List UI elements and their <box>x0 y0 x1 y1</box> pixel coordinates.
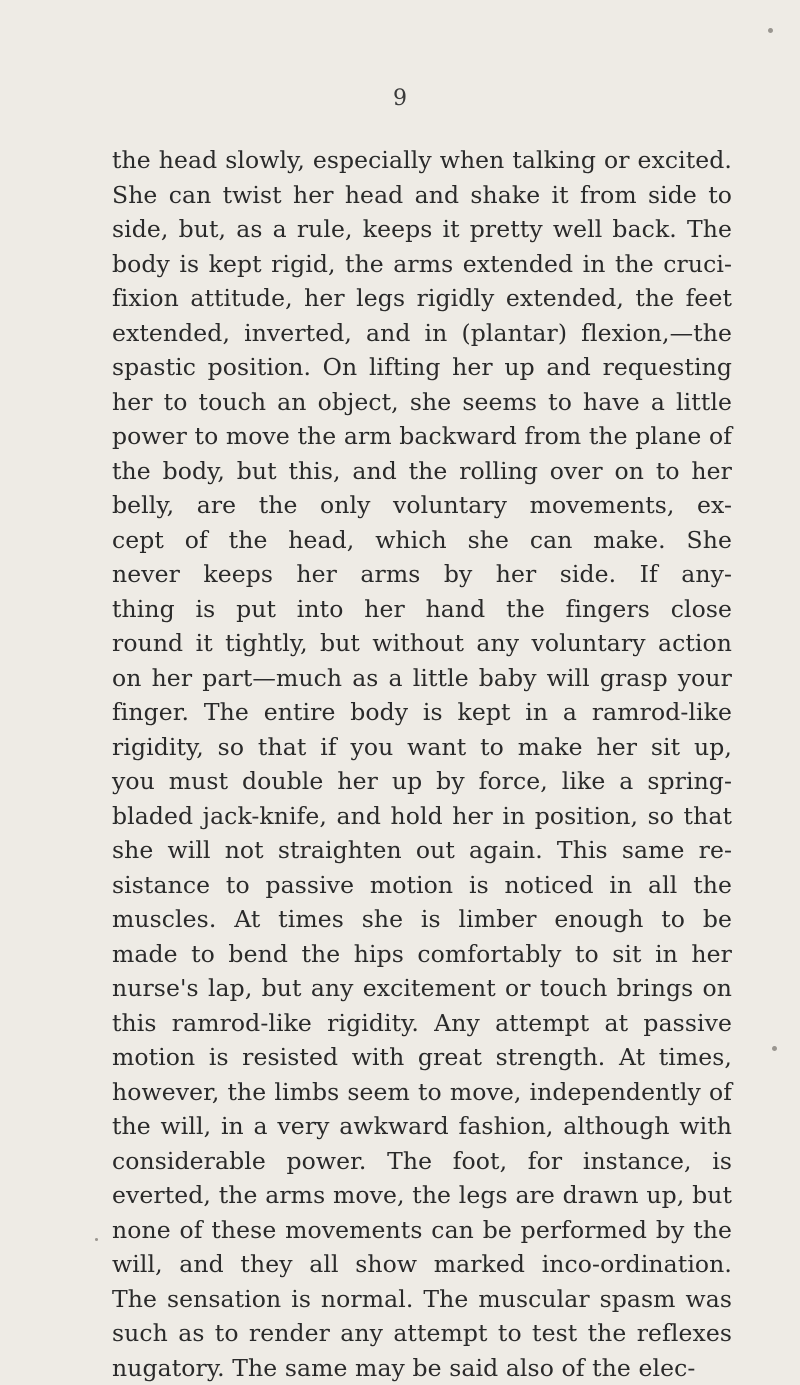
text-line: none of these movements can be performed by the <box>112 1213 732 1248</box>
text-line: round it tightly, but without any voluntary action <box>112 626 732 661</box>
text-line: considerable power. The foot, for instance, is <box>112 1144 732 1179</box>
text-line: this ramrod-like rigidity. Any attempt at passive <box>112 1006 732 1041</box>
text-line: motion is resisted with great strength. At times, <box>112 1040 732 1075</box>
text-line: she will not straighten out again. This same re- <box>112 833 732 868</box>
text-line: nugatory. The same may be said also of the elec- <box>112 1351 732 1385</box>
text-line: never keeps her arms by her side. If any- <box>112 557 732 592</box>
text-line: the body, but this, and the rolling over on to her <box>112 454 732 489</box>
page-number: 9 <box>0 86 800 111</box>
text-line: everted, the arms move, the legs are drawn up, but <box>112 1178 732 1213</box>
text-line: power to move the arm backward from the plane of <box>112 419 732 454</box>
text-line: cept of the head, which she can make. She <box>112 523 732 558</box>
text-line: sistance to passive motion is noticed in all the <box>112 868 732 903</box>
text-line: side, but, as a rule, keeps it pretty well back. The <box>112 212 732 247</box>
text-line: will, and they all show marked inco-ordination. <box>112 1247 732 1282</box>
print-speck <box>768 28 773 33</box>
text-line: extended, inverted, and in (plantar) flexion,—the <box>112 316 732 351</box>
text-line: nurse's lap, but any excitement or touch brings on <box>112 971 732 1006</box>
text-line: such as to render any attempt to test the reflexes <box>112 1316 732 1351</box>
text-line: spastic position. On lifting her up and requesting <box>112 350 732 385</box>
print-speck <box>95 1238 98 1241</box>
text-line: finger. The entire body is kept in a ramrod-like <box>112 695 732 730</box>
text-line: bladed jack-knife, and hold her in position, so that <box>112 799 732 834</box>
text-line: muscles. At times she is limber enough to be <box>112 902 732 937</box>
text-line: body is kept rigid, the arms extended in the cruci- <box>112 247 732 282</box>
text-line: fixion attitude, her legs rigidly extended, the feet <box>112 281 732 316</box>
text-line: the head slowly, especially when talking or excited. <box>112 143 732 178</box>
text-line: She can twist her head and shake it from side to <box>112 178 732 213</box>
print-speck <box>772 1046 777 1051</box>
text-line: belly, are the only voluntary movements, ex- <box>112 488 732 523</box>
body-text <box>112 143 732 1385</box>
text-line: made to bend the hips comfortably to sit in her <box>112 937 732 972</box>
text-line: you must double her up by force, like a spring- <box>112 764 732 799</box>
text-line: The sensation is normal. The muscular spasm was <box>112 1282 732 1317</box>
text-line: however, the limbs seem to move, independently of <box>112 1075 732 1110</box>
text-line: thing is put into her hand the fingers close <box>112 592 732 627</box>
text-line: rigidity, so that if you want to make her sit up, <box>112 730 732 765</box>
text-line: on her part—much as a little baby will grasp your <box>112 661 732 696</box>
text-line: her to touch an object, she seems to have a little <box>112 385 732 420</box>
text-line: the will, in a very awkward fashion, although with <box>112 1109 732 1144</box>
